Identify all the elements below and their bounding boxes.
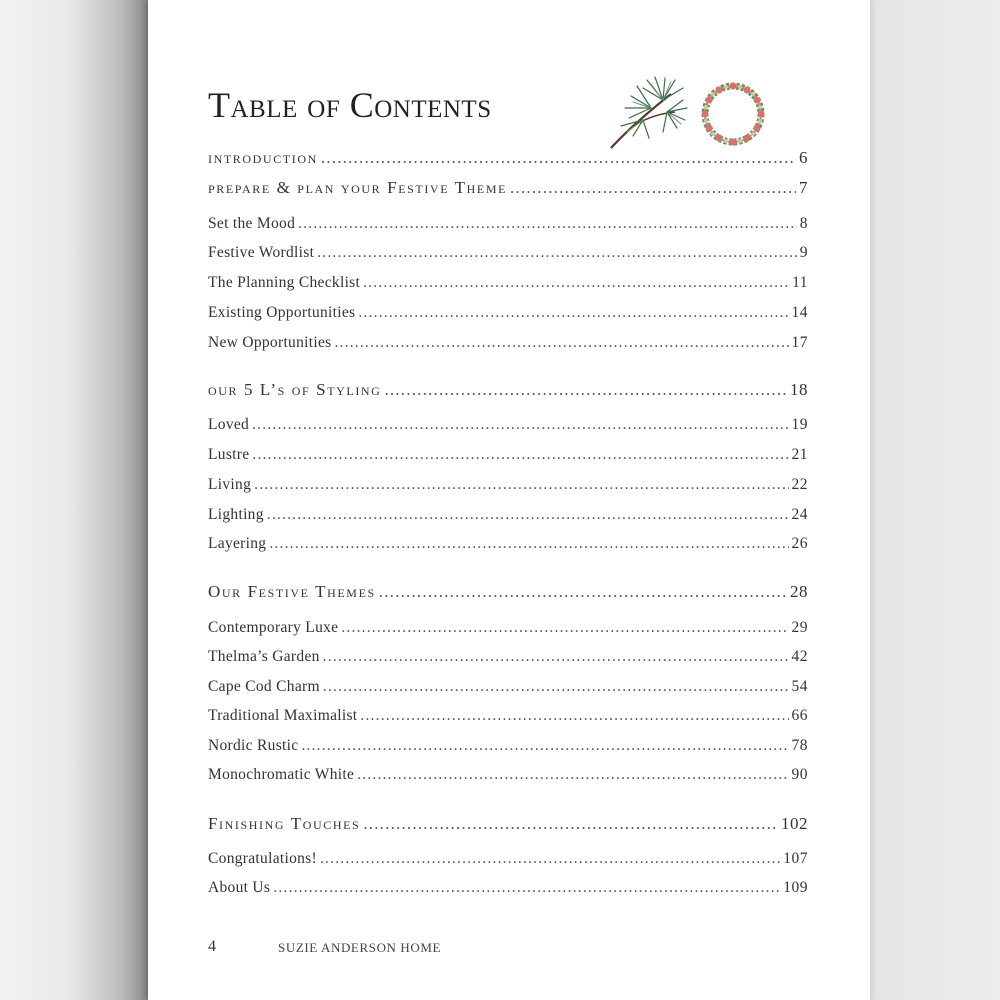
toc-item-entry (208, 506, 808, 524)
toc-entry-label: prepare & plan your Festive Theme (208, 178, 508, 197)
toc-entry-label: New Opportunities (208, 334, 332, 351)
dot-leader (363, 814, 778, 834)
toc-entry-page: 78 (791, 737, 808, 754)
toc-item-entry (208, 215, 808, 233)
toc-item-entry (208, 648, 808, 666)
toc-entry-label: Set the Mood (208, 215, 296, 232)
toc-entry-page: 28 (790, 582, 808, 601)
page-number: 4 (208, 938, 216, 955)
dot-leader (320, 850, 780, 868)
toc-item-entry (208, 416, 808, 434)
toc-entry-page: 17 (791, 334, 808, 351)
toc-item-entry (208, 879, 808, 897)
toc-entry-label: Our Festive Themes (208, 582, 376, 601)
toc-entry-page: 7 (799, 178, 808, 197)
book-page (148, 0, 870, 1000)
dot-leader (298, 215, 797, 233)
toc-entry-label: Loved (208, 416, 250, 433)
footer-brand: SUZIE ANDERSON HOME (278, 940, 442, 955)
toc-item-entry (208, 737, 808, 755)
toc-entry-page: 14 (791, 304, 808, 321)
toc-item-entry (208, 274, 808, 292)
toc-entry-label: Living (208, 476, 252, 493)
dot-leader (384, 380, 787, 400)
toc-entry-page: 66 (791, 707, 808, 724)
dot-leader (323, 648, 789, 666)
toc-item-entry (208, 244, 808, 262)
dot-leader (323, 678, 789, 696)
toc-entry-page: 21 (791, 446, 808, 463)
toc-entry-page: 9 (799, 244, 808, 261)
toc-item-entry (208, 304, 808, 322)
toc-entry-label: Festive Wordlist (208, 244, 315, 261)
toc-entry-label: Lighting (208, 506, 264, 523)
dot-leader (321, 148, 796, 168)
dot-leader (254, 476, 788, 494)
dot-leader (301, 737, 788, 755)
wreath-icon (702, 83, 765, 146)
dot-leader (363, 274, 789, 292)
toc-entry-label: Lustre (208, 446, 250, 463)
toc-entry-label: Thelma’s Garden (208, 648, 320, 665)
toc-entry-page: 6 (799, 148, 808, 167)
toc-item-entry (208, 678, 808, 696)
toc-item-entry (208, 850, 808, 868)
toc-section-entry (208, 814, 808, 834)
background-left-shadow (0, 0, 150, 1000)
toc-entry-label: Layering (208, 535, 267, 552)
toc-entry-label: our 5 L’s of Styling (208, 380, 382, 399)
dot-leader (334, 334, 788, 352)
toc-item-entry (208, 535, 808, 553)
toc-entry-page: 109 (783, 879, 808, 896)
toc-entry-page: 90 (791, 766, 808, 783)
toc-entry-page: 11 (792, 274, 808, 291)
toc-entry-label: About Us (208, 879, 271, 896)
toc-item-entry (208, 476, 808, 494)
toc-entry-label: Existing Opportunities (208, 304, 356, 321)
toc-entry-page: 107 (783, 850, 808, 867)
toc-item-entry (208, 334, 808, 352)
toc-entry-label: Traditional Maximalist (208, 707, 358, 724)
dot-leader (341, 619, 788, 637)
dot-leader (252, 416, 788, 434)
toc-item-entry (208, 619, 808, 637)
toc-entry-label: Congratulations! (208, 850, 317, 867)
toc-section-entry (208, 178, 808, 198)
toc-entry-label: introduction (208, 148, 318, 167)
toc-entry-page: 19 (791, 416, 808, 433)
toc-item-entry (208, 446, 808, 464)
toc-entry-label: Contemporary Luxe (208, 619, 339, 636)
toc-section-entry (208, 380, 808, 400)
dot-leader (360, 707, 788, 725)
toc-entry-page: 24 (791, 506, 808, 523)
dot-leader (269, 535, 788, 553)
toc-entry-label: Finishing Touches (208, 814, 361, 833)
pine-branch-icon (611, 77, 687, 148)
toc-entry-label: Monochromatic White (208, 766, 355, 783)
dot-leader (317, 244, 797, 262)
background-right (868, 0, 1000, 1000)
dot-leader (357, 766, 788, 784)
dot-leader (267, 506, 789, 524)
toc-entry-label: The Planning Checklist (208, 274, 361, 291)
toc-entry-page: 54 (791, 678, 808, 695)
page-title: Table of Contents (208, 85, 492, 125)
dot-leader (273, 879, 780, 897)
dot-leader (252, 446, 788, 464)
toc-entry-page: 102 (781, 814, 808, 833)
toc-entry-label: Cape Cod Charm (208, 678, 320, 695)
toc-entry-page: 26 (791, 535, 808, 552)
toc-entry-page: 8 (799, 215, 808, 232)
toc-entry-page: 18 (790, 380, 808, 399)
toc-entry-label: Nordic Rustic (208, 737, 299, 754)
toc-entry-page: 29 (791, 619, 808, 636)
dot-leader (379, 582, 787, 602)
toc-entry-page: 22 (791, 476, 808, 493)
dot-leader (358, 304, 788, 322)
toc-section-entry (208, 148, 808, 168)
toc-item-entry (208, 766, 808, 784)
toc-entry-page: 42 (791, 648, 808, 665)
dot-leader (510, 178, 796, 198)
decoration-group (603, 74, 773, 154)
toc-section-entry (208, 582, 808, 602)
toc-item-entry (208, 707, 808, 725)
